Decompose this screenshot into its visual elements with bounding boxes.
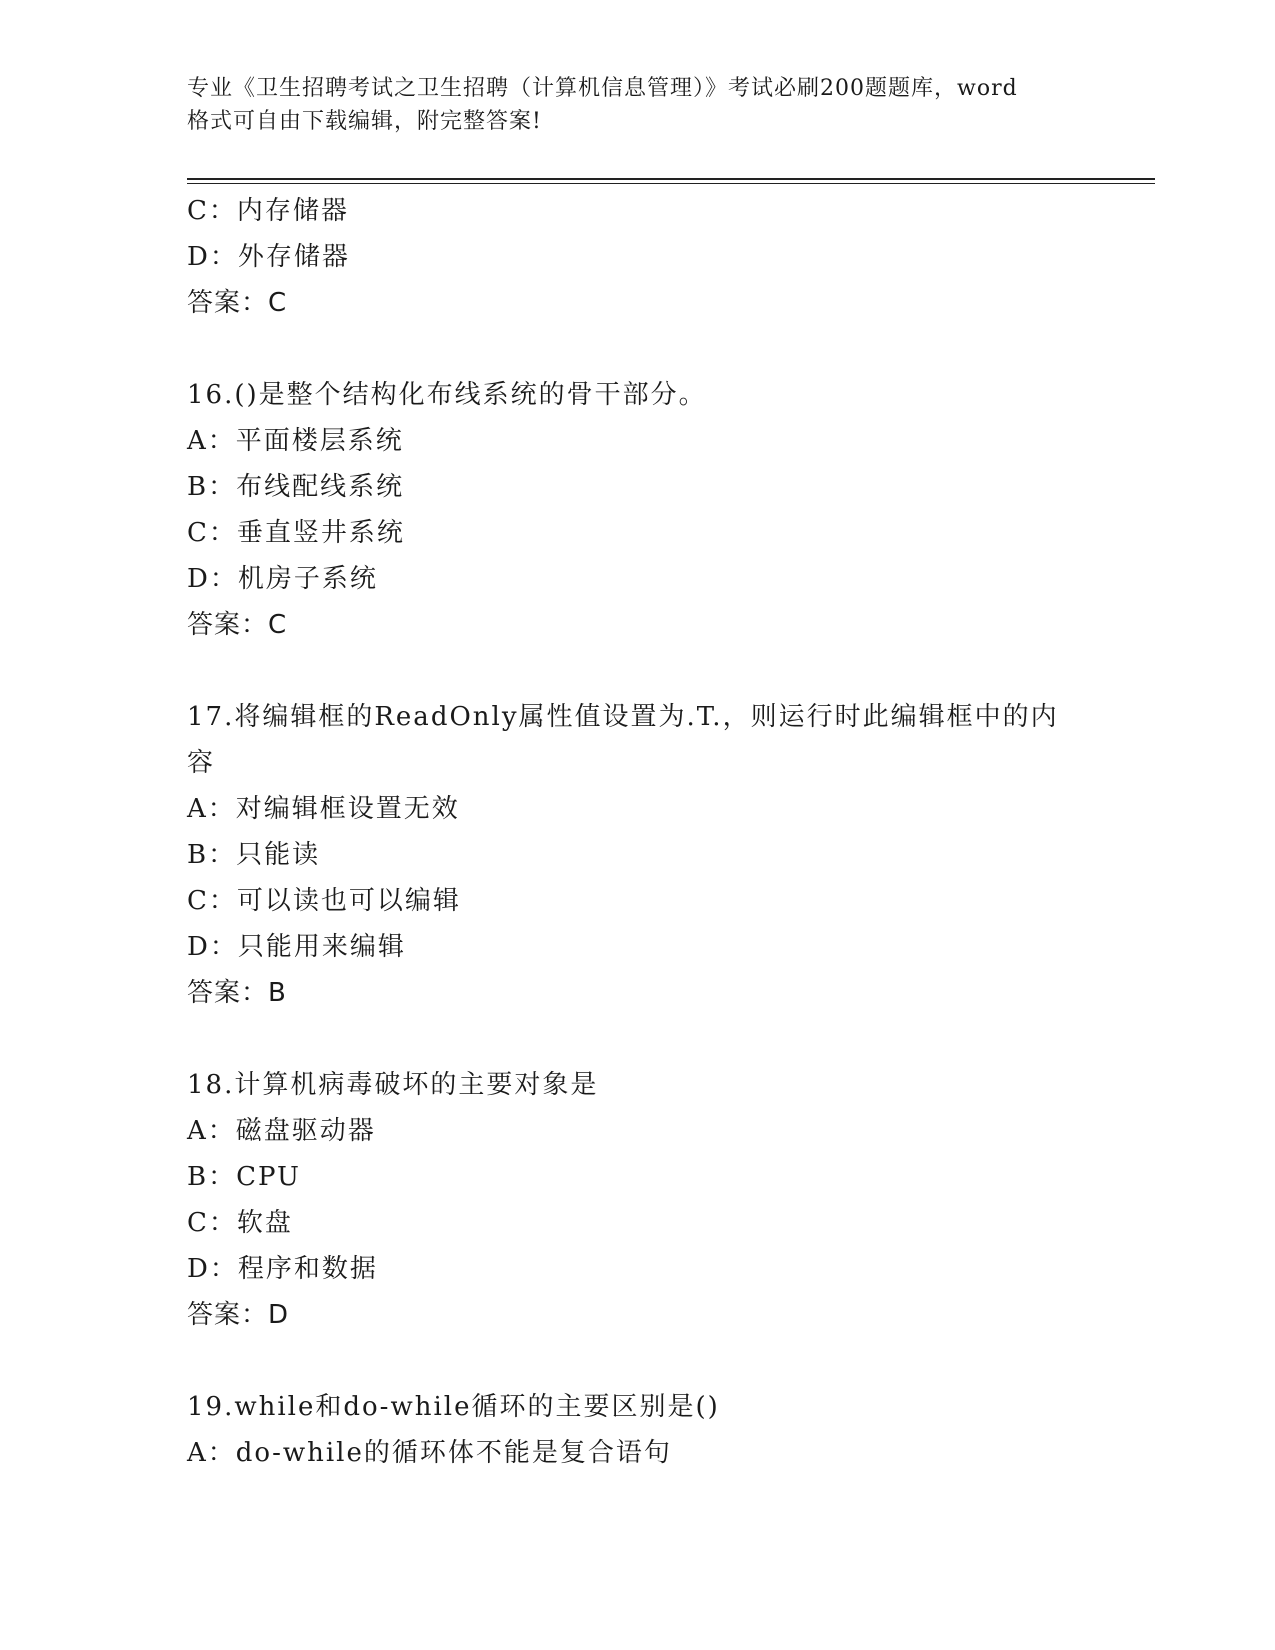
option-d: D：程序和数据: [187, 1254, 378, 1284]
header-line-1: 专业《卫生招聘考试之卫生招聘（计算机信息管理）》考试必刷200题题库，word: [187, 76, 1018, 101]
answer-label: 答案：D: [187, 1300, 290, 1330]
header-divider-thin: [187, 183, 1155, 184]
spacer: [187, 1016, 1087, 1062]
header-line-2: 格式可自由下载编辑，附完整答案!: [187, 109, 542, 134]
question-19: [187, 1384, 1087, 1476]
document-header: [187, 72, 1092, 138]
option-c: C：可以读也可以编辑: [187, 886, 461, 916]
option-d: D：只能用来编辑: [187, 932, 406, 962]
question-stem: 19.while和do-while循环的主要区别是(): [187, 1392, 720, 1422]
option-c: C：垂直竖井系统: [187, 518, 405, 548]
question-stem: 17.将编辑框的ReadOnly属性值设置为.T.，则运行时此编辑框中的内: [187, 702, 1059, 732]
option-c: C：内存储器: [187, 196, 349, 226]
question-stem-continued: 容: [187, 748, 216, 778]
option-a: A：平面楼层系统: [187, 426, 404, 456]
spacer: [187, 648, 1087, 694]
option-d: D：机房子系统: [187, 564, 378, 594]
spacer: [187, 1338, 1087, 1384]
question-18: [187, 1062, 1087, 1338]
option-b: B：布线配线系统: [187, 472, 405, 502]
option-a: A：do-while的循环体不能是复合语句: [187, 1438, 672, 1468]
option-a: A：对编辑框设置无效: [187, 794, 460, 824]
question-17: [187, 694, 1087, 1016]
option-b: B：只能读: [187, 840, 321, 870]
spacer: [187, 326, 1087, 372]
question-15-continuation: [187, 188, 1087, 326]
option-c: C：软盘: [187, 1208, 293, 1238]
answer-label: 答案：C: [187, 610, 288, 640]
question-stem: 16.()是整个结构化布线系统的骨干部分。: [187, 380, 707, 410]
answer-label: 答案：B: [187, 978, 287, 1008]
option-d: D：外存储器: [187, 242, 350, 272]
option-b: B：CPU: [187, 1162, 301, 1192]
answer-label: 答案：C: [187, 288, 288, 318]
question-16: [187, 372, 1087, 648]
header-divider-thick: [187, 178, 1155, 180]
option-a: A：磁盘驱动器: [187, 1116, 376, 1146]
question-list: [187, 188, 1087, 1476]
question-stem: 18.计算机病毒破坏的主要对象是: [187, 1070, 599, 1100]
